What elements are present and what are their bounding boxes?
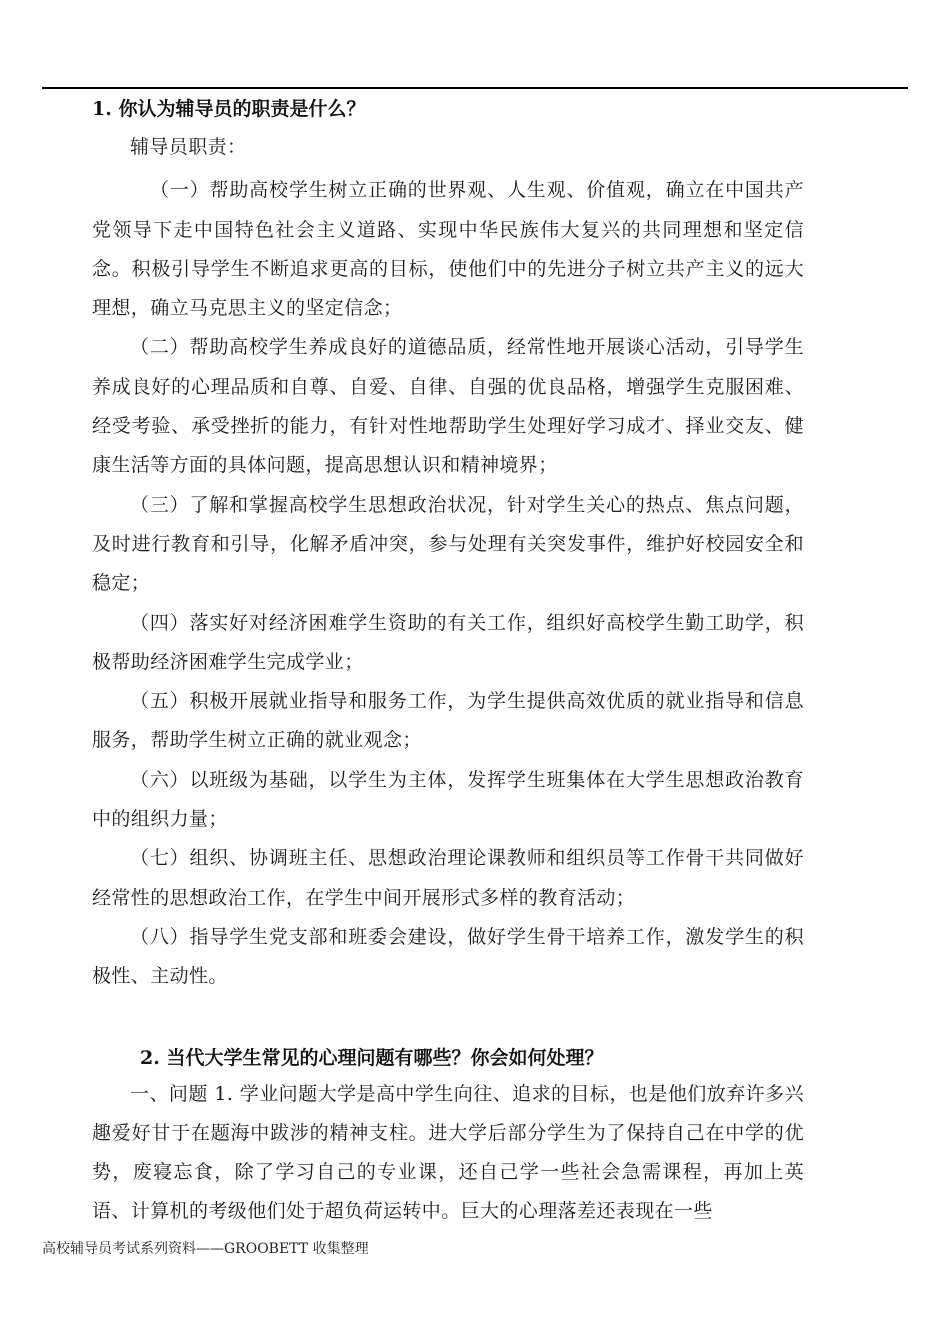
- page-footer: 高校辅导员考试系列资料——GROOBETT 收集整理: [42, 1241, 369, 1257]
- duty-item-6: （六）以班级为基础，以学生为主体，发挥学生班集体在大学生思想政治教育中的组织力量；: [92, 768, 804, 831]
- header-rule: [42, 87, 908, 89]
- duty-item-4: （四）落实好对经济困难学生资助的有关工作，组织好高校学生勤工助学，积极帮助经济困难学生完成学业；: [92, 611, 804, 673]
- duty-item-1: （一）帮助高校学生树立正确的世界观、人生观、价值观，确立在中国共产党领导下走中国特色社会主义道路、实现中华民族伟大复兴的共同理想和坚定信念。积极引导学生不断追求更高的目标，使他们中的先进分子树立共产主义的远大理想，确立马克思主义的坚定信念；: [92, 179, 804, 320]
- duty-item-3: （三）了解和掌握高校学生思想政治状况，针对学生关心的热点、焦点问题，及时进行教育和引导，化解矛盾冲突，参与处理有关突发事件，维护好校园安全和稳定；: [92, 493, 804, 595]
- question-2-body: 一、问题 1. 学业问题大学是高中学生向往、追求的目标，也是他们放弃许多兴趣爱好甘于在题海中跋涉的精神支柱。进大学后部分学生为了保持自己在中学的优势，废寝忘食，除了学习自己的专业课，还自己学一些社会急需课程，再加上英语、计算机的考级他们处于超负荷运转中。巨大的心理落差还表现在一些: [92, 1082, 804, 1223]
- question-1-title: 1. 你认为辅导员的职责是什么？: [92, 98, 366, 120]
- duty-item-2: （二）帮助高校学生养成良好的道德品质，经常性地开展谈心活动，引导学生养成良好的心理品质和自尊、自爱、自律、自强的优良品格，增强学生克服困难、经受考验、承受挫折的能力，有针对性地帮助学生处理好学习成才、择业交友、健康生活等方面的具体问题，提高思想认识和精神境界；: [92, 336, 804, 477]
- duty-item-5: （五）积极开展就业指导和服务工作，为学生提供高效优质的就业指导和信息服务，帮助学生树立正确的就业观念；: [92, 690, 804, 752]
- duty-item-7: （七）组织、协调班主任、思想政治理论课教师和组织员等工作骨干共同做好经常性的思想政治工作，在学生中间开展形式多样的教育活动；: [92, 847, 804, 909]
- document-body: [92, 92, 804, 1232]
- question-2-title: 2. 当代大学生常见的心理问题有哪些？你会如何处理？: [140, 1046, 604, 1069]
- duty-item-8: （八）指导学生党支部和班委会建设，做好学生骨干培养工作，激发学生的积极性、主动性。: [92, 925, 804, 988]
- duties-intro: 辅导员职责：: [130, 136, 247, 158]
